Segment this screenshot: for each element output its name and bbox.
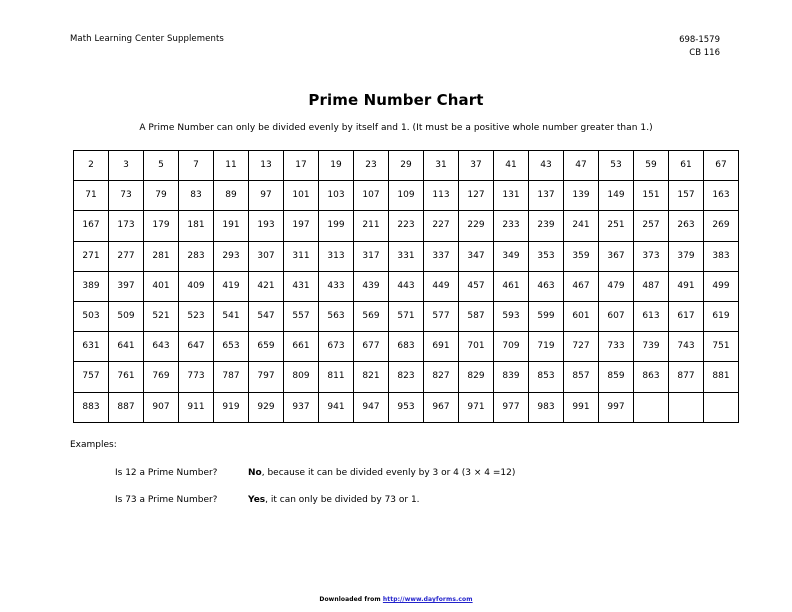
prime-cell: 593 [494,301,529,331]
prime-cell: 5 [144,151,179,181]
prime-cell: 283 [179,241,214,271]
prime-cell: 919 [214,392,249,422]
prime-cell: 233 [494,211,529,241]
examples-list [115,468,715,522]
header-phone-number: 698-1579 [679,35,720,45]
prime-cell: 743 [669,332,704,362]
prime-cell: 17 [284,151,319,181]
prime-cell: 53 [599,151,634,181]
prime-cell: 563 [319,301,354,331]
prime-cell: 953 [389,392,424,422]
prime-cell: 229 [459,211,494,241]
prime-cell: 733 [599,332,634,362]
prime-cell: 41 [494,151,529,181]
prime-cell: 131 [494,181,529,211]
table-row [74,151,739,181]
prime-cell: 523 [179,301,214,331]
prime-cell: 409 [179,271,214,301]
prime-cell: 557 [284,301,319,331]
prime-cell: 457 [459,271,494,301]
prime-cell: 179 [144,211,179,241]
prime-cell: 853 [529,362,564,392]
prime-cell: 881 [704,362,739,392]
prime-cell: 211 [354,211,389,241]
prime-cell: 331 [389,241,424,271]
prime-cell: 419 [214,271,249,301]
prime-cell: 191 [214,211,249,241]
prime-cell: 479 [599,271,634,301]
prime-cell: 631 [74,332,109,362]
table-row [74,181,739,211]
prime-cell-empty [704,392,739,422]
prime-cell: 769 [144,362,179,392]
example-explanation: , it can only be divided by 73 or 1. [265,495,420,505]
prime-cell: 59 [634,151,669,181]
prime-cell: 643 [144,332,179,362]
prime-cell: 181 [179,211,214,241]
header-room-number: CB 116 [689,48,720,59]
prime-cell: 241 [564,211,599,241]
prime-cell: 139 [564,181,599,211]
prime-cell: 599 [529,301,564,331]
prime-cell: 313 [319,241,354,271]
prime-cell: 547 [249,301,284,331]
prime-cell: 263 [669,211,704,241]
prime-cell: 613 [634,301,669,331]
prime-cell: 607 [599,301,634,331]
page-header [70,34,720,60]
prime-cell: 61 [669,151,704,181]
prime-cell: 239 [529,211,564,241]
prime-cell: 349 [494,241,529,271]
example-row [115,495,715,522]
prime-cell: 461 [494,271,529,301]
prime-cell: 37 [459,151,494,181]
prime-cell: 109 [389,181,424,211]
prime-cell: 311 [284,241,319,271]
prime-cell: 197 [284,211,319,241]
prime-cell: 971 [459,392,494,422]
table-row [74,392,739,422]
prime-cell: 719 [529,332,564,362]
prime-cell: 929 [249,392,284,422]
prime-cell: 659 [249,332,284,362]
prime-cell: 271 [74,241,109,271]
prime-cell: 199 [319,211,354,241]
prime-cell: 601 [564,301,599,331]
prime-cell-empty [634,392,669,422]
prime-cell: 127 [459,181,494,211]
prime-cell: 463 [529,271,564,301]
prime-cell: 337 [424,241,459,271]
prime-cell: 673 [319,332,354,362]
prime-cell: 449 [424,271,459,301]
example-answer [248,495,420,505]
prime-cell: 103 [319,181,354,211]
prime-cell: 67 [704,151,739,181]
example-verdict: No [248,468,262,478]
prime-cell: 839 [494,362,529,392]
table-row [74,241,739,271]
prime-cell: 787 [214,362,249,392]
prime-cell: 157 [669,181,704,211]
example-verdict: Yes [248,495,266,505]
prime-cell: 911 [179,392,214,422]
prime-cell: 491 [669,271,704,301]
prime-cell: 683 [389,332,424,362]
prime-cell: 89 [214,181,249,211]
prime-cell: 347 [459,241,494,271]
page-subtitle: A Prime Number can only be divided evenly by itself and 1. (It must be a positive whole number greater than 1.) [139,123,653,133]
prime-number-table-container [73,150,739,423]
prime-cell: 3 [109,151,144,181]
prime-cell: 727 [564,332,599,362]
example-question: Is 73 a Prime Number? [115,495,218,505]
prime-cell: 653 [214,332,249,362]
prime-cell: 193 [249,211,284,241]
examples-heading: Examples: [70,440,117,450]
prime-cell: 811 [319,362,354,392]
prime-cell: 691 [424,332,459,362]
prime-cell: 223 [389,211,424,241]
prime-cell: 353 [529,241,564,271]
prime-cell: 397 [109,271,144,301]
example-row [115,468,715,495]
prime-cell: 13 [249,151,284,181]
prime-cell: 7 [179,151,214,181]
table-row [74,301,739,331]
header-department-label: Math Learning Center Supplements [70,34,224,44]
prime-cell: 587 [459,301,494,331]
prime-cell: 757 [74,362,109,392]
prime-cell: 43 [529,151,564,181]
prime-cell: 859 [599,362,634,392]
prime-cell: 163 [704,181,739,211]
prime-cell: 443 [389,271,424,301]
prime-cell: 113 [424,181,459,211]
prime-cell: 709 [494,332,529,362]
prime-cell: 751 [704,332,739,362]
prime-cell: 937 [284,392,319,422]
prime-cell: 379 [669,241,704,271]
prime-cell: 389 [74,271,109,301]
prime-cell: 863 [634,362,669,392]
prime-cell: 907 [144,392,179,422]
prime-cell: 277 [109,241,144,271]
prime-cell: 421 [249,271,284,301]
prime-cell: 101 [284,181,319,211]
table-row [74,362,739,392]
example-question: Is 12 a Prime Number? [115,468,218,478]
prime-cell: 619 [704,301,739,331]
page-title: Prime Number Chart [308,91,484,109]
prime-cell: 293 [214,241,249,271]
prime-cell: 983 [529,392,564,422]
prime-number-table [73,150,739,423]
prime-cell: 967 [424,392,459,422]
prime-cell: 31 [424,151,459,181]
prime-cell: 251 [599,211,634,241]
prime-cell: 2 [74,151,109,181]
prime-cell: 761 [109,362,144,392]
prime-cell: 821 [354,362,389,392]
prime-cell: 431 [284,271,319,301]
prime-cell: 307 [249,241,284,271]
prime-cell: 281 [144,241,179,271]
prime-cell: 23 [354,151,389,181]
prime-cell: 991 [564,392,599,422]
prime-cell: 503 [74,301,109,331]
prime-cell: 359 [564,241,599,271]
prime-cell: 149 [599,181,634,211]
footer-source-link[interactable]: http://www.dayforms.com [382,596,473,603]
prime-cell: 137 [529,181,564,211]
prime-cell: 383 [704,241,739,271]
example-answer [248,468,515,478]
prime-cell: 433 [319,271,354,301]
prime-cell: 947 [354,392,389,422]
table-row [74,211,739,241]
prime-cell: 269 [704,211,739,241]
footer-prefix-text: Downloaded from [319,596,383,603]
prime-cell: 883 [74,392,109,422]
prime-cell: 107 [354,181,389,211]
prime-cell: 11 [214,151,249,181]
prime-cell: 83 [179,181,214,211]
prime-cell: 317 [354,241,389,271]
example-explanation: , because it can be divided evenly by 3 or 4 (3 × 4 =12) [261,468,516,478]
prime-cell: 71 [74,181,109,211]
prime-cell: 29 [389,151,424,181]
prime-cell: 487 [634,271,669,301]
prime-cell: 499 [704,271,739,301]
prime-cell: 857 [564,362,599,392]
prime-cell: 809 [284,362,319,392]
prime-cell: 97 [249,181,284,211]
prime-number-table-body [74,151,739,423]
prime-cell: 439 [354,271,389,301]
prime-cell: 641 [109,332,144,362]
prime-cell: 797 [249,362,284,392]
prime-cell: 997 [599,392,634,422]
prime-cell: 977 [494,392,529,422]
prime-cell: 661 [284,332,319,362]
prime-cell: 257 [634,211,669,241]
prime-cell: 151 [634,181,669,211]
prime-cell: 701 [459,332,494,362]
prime-cell-empty [669,392,704,422]
prime-cell: 823 [389,362,424,392]
header-contact-block [679,34,720,60]
prime-cell: 521 [144,301,179,331]
prime-cell: 773 [179,362,214,392]
prime-cell: 617 [669,301,704,331]
prime-cell: 541 [214,301,249,331]
prime-cell: 373 [634,241,669,271]
prime-cell: 173 [109,211,144,241]
table-row [74,271,739,301]
prime-cell: 401 [144,271,179,301]
prime-cell: 577 [424,301,459,331]
table-row [74,332,739,362]
prime-cell: 887 [109,392,144,422]
prime-cell: 367 [599,241,634,271]
prime-cell: 739 [634,332,669,362]
prime-cell: 569 [354,301,389,331]
prime-cell: 647 [179,332,214,362]
prime-cell: 47 [564,151,599,181]
prime-cell: 677 [354,332,389,362]
prime-cell: 79 [144,181,179,211]
prime-cell: 227 [424,211,459,241]
prime-cell: 877 [669,362,704,392]
prime-cell: 941 [319,392,354,422]
prime-cell: 829 [459,362,494,392]
prime-cell: 571 [389,301,424,331]
prime-cell: 19 [319,151,354,181]
prime-cell: 73 [109,181,144,211]
prime-cell: 827 [424,362,459,392]
prime-cell: 167 [74,211,109,241]
prime-cell: 509 [109,301,144,331]
prime-cell: 467 [564,271,599,301]
page-footer [0,596,792,603]
